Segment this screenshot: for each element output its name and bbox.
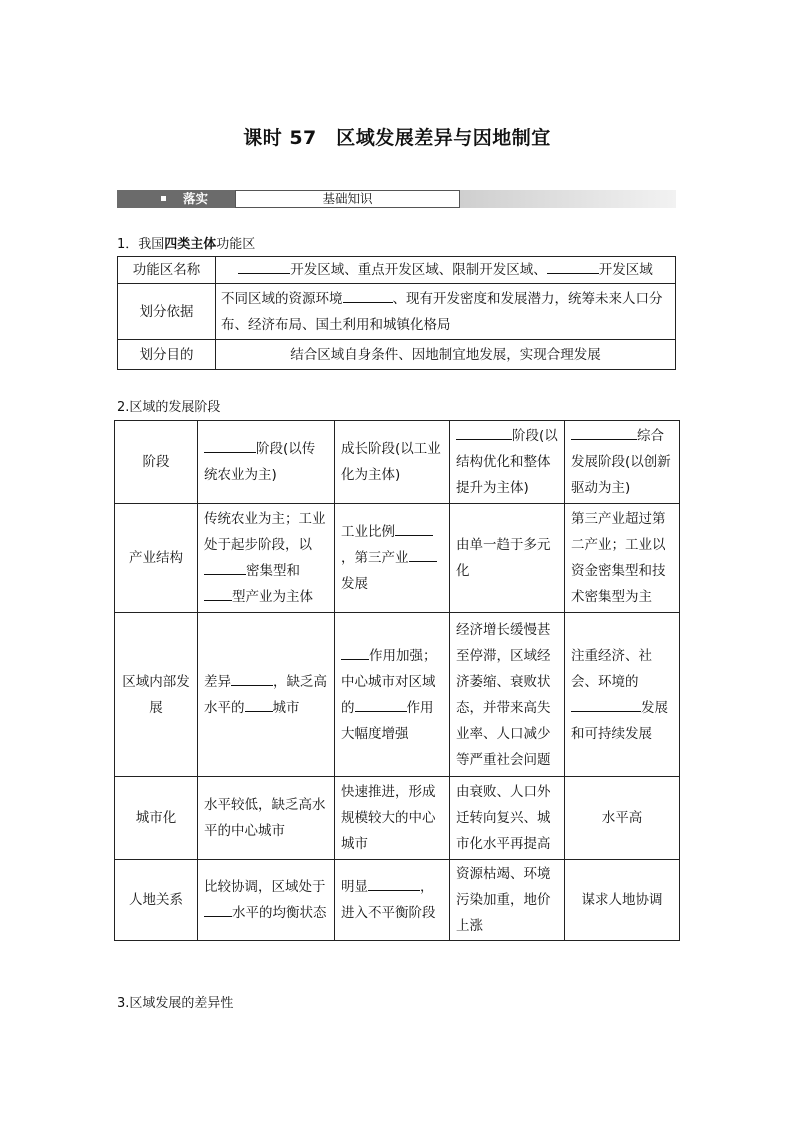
fill-blank <box>571 697 641 712</box>
table-cell: 注重经济、社会、环境的 发展和可持续发展 <box>565 613 680 777</box>
table-row <box>115 421 680 504</box>
development-stage-table <box>114 420 680 941</box>
table-cell: 资源枯竭、环境污染加重，地价上涨 <box>450 860 565 941</box>
row-label: 区域内部发展 <box>115 613 198 777</box>
fill-blank <box>204 438 256 453</box>
square-bullet-icon <box>161 196 166 201</box>
fill-blank <box>547 259 599 274</box>
fill-blank <box>355 697 407 712</box>
table-cell: 差异 ，缺乏高水平的 城市 <box>198 613 335 777</box>
page-title: 课时 57 区域发展差异与因地制宜 <box>243 127 551 149</box>
table-cell: 谋求人地协调 <box>565 860 680 941</box>
stage-4-header: 综合发展阶段(以创新驱动为主) <box>565 421 680 504</box>
stage-3-header: 阶段(以结构优化和整体提升为主体) <box>450 421 565 504</box>
banner-label-dark: 落实 <box>117 190 235 208</box>
table-cell: 水平较低，缺乏高水平的中心城市 <box>198 777 335 860</box>
table-cell: 水平高 <box>565 777 680 860</box>
stage-1-header: 阶段(以传统农业为主) <box>198 421 335 504</box>
purpose-cell: 结合区域自身条件、因地制宜地发展，实现合理发展 <box>216 340 676 370</box>
basis-cell: 不同区域的资源环境 、现有开发密度和发展潜力，统筹未来人口分布、经济布局、国土利用和城镇化格局 <box>216 284 676 340</box>
section1-heading: 1．我国四类主体功能区 <box>117 237 256 252</box>
table-cell: 由衰败、人口外迁转向复兴、城市化水平再提高 <box>450 777 565 860</box>
row-label: 产业结构 <box>115 504 198 613</box>
table-row <box>115 860 680 941</box>
zone-names-cell: 开发区域、重点开发区域、限制开发区域、 开发区域 <box>216 257 676 284</box>
section-banner <box>117 188 676 210</box>
table-cell: 第三产业超过第二产业；工业以资金密集型和技术密集型为主 <box>565 504 680 613</box>
row-label: 人地关系 <box>115 860 198 941</box>
table-cell: 由单一趋于多元化 <box>450 504 565 613</box>
fill-blank <box>571 425 637 440</box>
row-label: 阶段 <box>115 421 198 504</box>
row-label: 功能区名称 <box>118 257 216 284</box>
fill-blank <box>231 671 273 686</box>
row-label: 划分依据 <box>118 284 216 340</box>
table-cell: 比较协调，区域处于水平的均衡状态 <box>198 860 335 941</box>
fill-blank <box>238 259 290 274</box>
table-row <box>115 504 680 613</box>
table-row <box>115 777 680 860</box>
banner-label-box: 基础知识 <box>235 190 460 208</box>
function-zone-table <box>117 256 676 370</box>
fill-blank <box>204 902 232 917</box>
fill-blank <box>245 697 273 712</box>
fill-blank <box>204 560 246 575</box>
table-row <box>118 257 676 284</box>
table-row <box>115 613 680 777</box>
table-cell: 明显 ，进入不平衡阶段 <box>335 860 450 941</box>
fill-blank <box>456 425 512 440</box>
fill-blank <box>368 876 420 891</box>
table-cell: 经济增长缓慢甚至停滞，区域经济萎缩、衰败状态，并带来高失业率、人口减少等严重社会问题 <box>450 613 565 777</box>
table-cell: 快速推进，形成规模较大的中心城市 <box>335 777 450 860</box>
section3-heading: 3.区域发展的差异性 <box>117 996 234 1011</box>
fill-blank <box>204 586 232 601</box>
table-row <box>118 340 676 370</box>
table-cell: 传统农业为主；工业处于起步阶段，以密集型和 型产业为主体 <box>198 504 335 613</box>
fill-blank <box>395 521 433 536</box>
fill-blank <box>343 288 393 303</box>
table-row <box>118 284 676 340</box>
stage-2-header: 成长阶段(以工业化为主体) <box>335 421 450 504</box>
fill-blank <box>409 547 437 562</box>
row-label: 划分目的 <box>118 340 216 370</box>
row-label: 城市化 <box>115 777 198 860</box>
table-cell: 作用加强；中心城市对区域的 作用大幅度增强 <box>335 613 450 777</box>
fill-blank <box>341 645 369 660</box>
section2-heading: 2.区域的发展阶段 <box>117 400 221 415</box>
table-cell: 工业比例，第三产业发展 <box>335 504 450 613</box>
